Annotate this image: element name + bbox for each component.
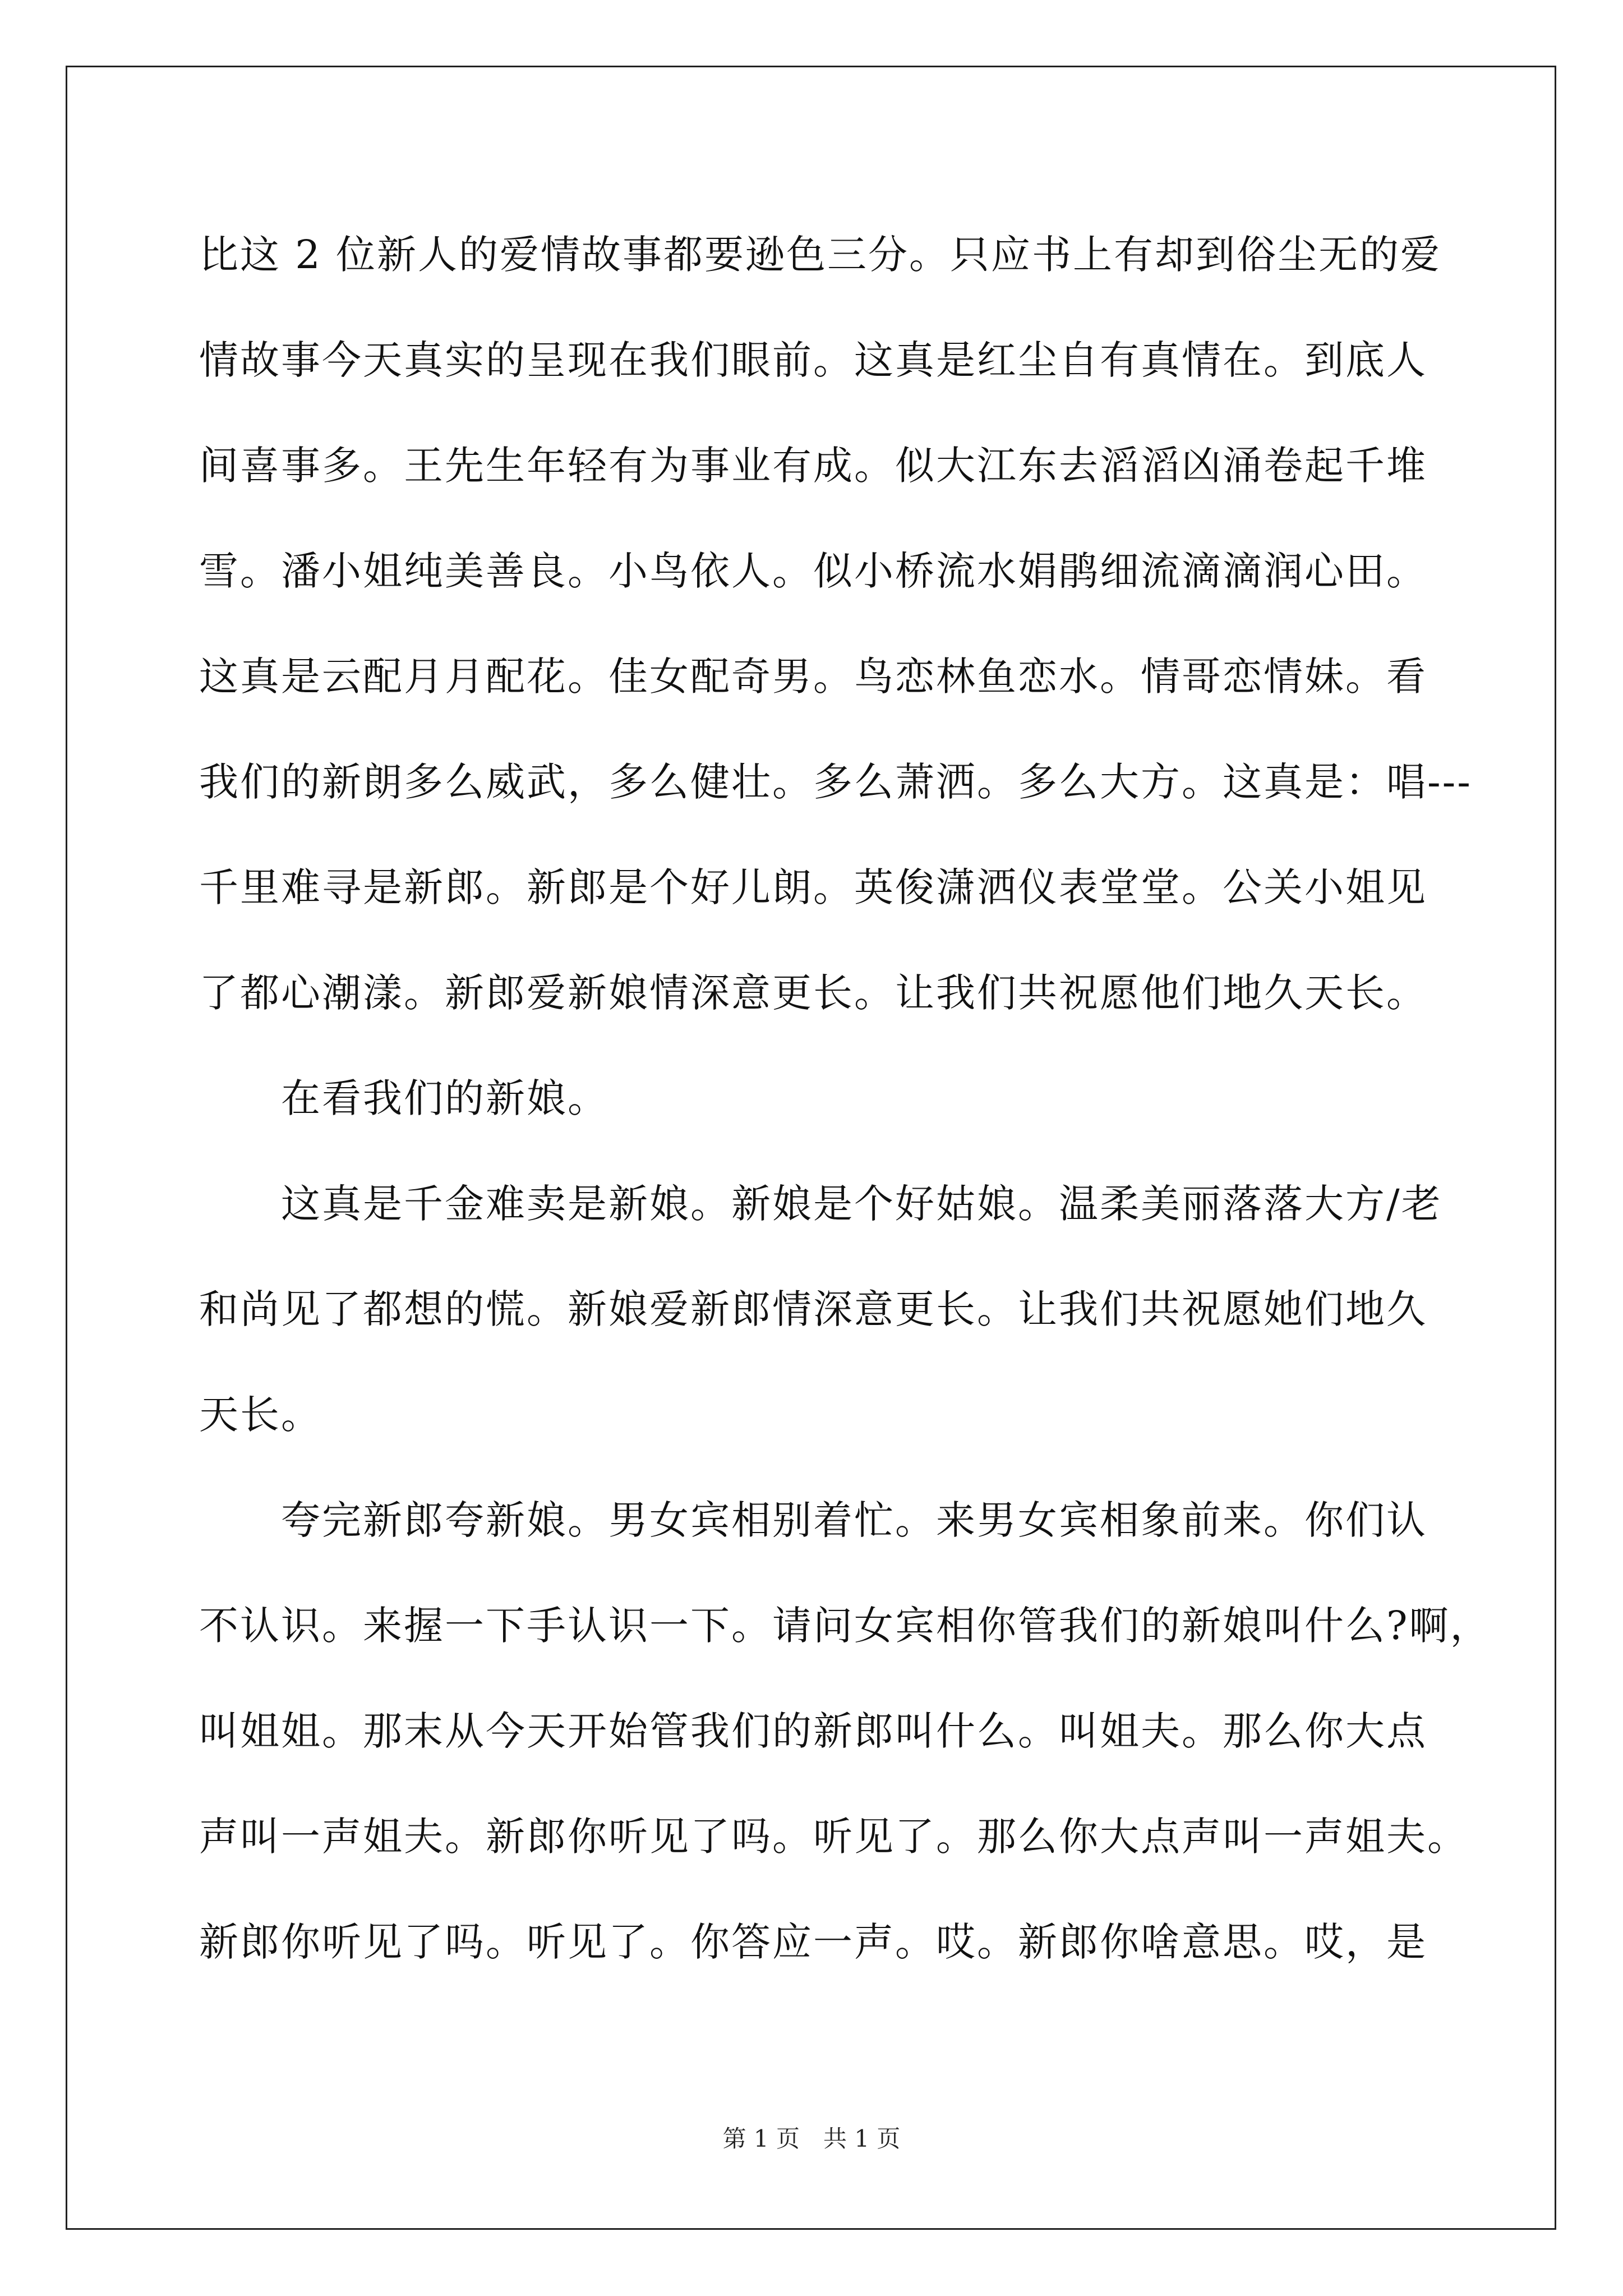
text-line-8: 了都心潮漾。新郎爱新娘情深意更长。让我们共祝愿他们地久天长。 xyxy=(199,970,1427,1016)
text-line-15: 叫姐姐。那末从今天开始管我们的新郎叫什么。叫姐夫。那么你大点 xyxy=(199,1708,1427,1754)
text-line-14: 不认识。来握一下手认识一下。请问女宾相你管我们的新娘叫什么?啊， xyxy=(199,1603,1491,1649)
text-line-4: 雪。潘小姐纯美善良。小鸟依人。似小桥流水娟鹃细流滴滴润心田。 xyxy=(199,548,1427,594)
text-line-3: 间喜事多。王先生年轻有为事业有成。似大江东去滔滔凶涌卷起千堆 xyxy=(199,443,1427,489)
text-line-5: 这真是云配月月配花。佳女配奇男。鸟恋林鱼恋水。情哥恋情妹。看 xyxy=(199,654,1427,700)
document-body xyxy=(199,202,1491,1995)
text-line-11: 和尚见了都想的慌。新娘爱新郎情深意更长。让我们共祝愿她们地久 xyxy=(199,1286,1427,1332)
text-line-17: 新郎你听见了吗。听见了。你答应一声。哎。新郎你啥意思。哎，是 xyxy=(199,1919,1427,1965)
text-line-7: 千里难寻是新郎。新郎是个好儿朗。英俊潇洒仪表堂堂。公关小姐见 xyxy=(199,864,1427,910)
page-number-footer: 第 1 页 共 1 页 xyxy=(722,2125,901,2152)
text-line-12: 天长。 xyxy=(199,1392,322,1438)
text-line-13: 夸完新郎夸新娘。男女宾相别着忙。来男女宾相象前来。你们认 xyxy=(281,1497,1427,1543)
text-line-2: 情故事今天真实的呈现在我们眼前。这真是红尘自有真情在。到底人 xyxy=(199,337,1427,383)
text-line-16: 声叫一声姐夫。新郎你听见了吗。听见了。那么你大点声叫一声姐夫。 xyxy=(199,1814,1468,1860)
text-line-10: 这真是千金难卖是新娘。新娘是个好姑娘。温柔美丽落落大方/老 xyxy=(281,1181,1442,1227)
text-line-6: 我们的新朗多么威武，多么健壮。多么萧洒。多么大方。这真是：唱--- xyxy=(199,759,1472,805)
text-line-1: 比这 2 位新人的爱情故事都要逊色三分。只应书上有却到俗尘无的爱 xyxy=(199,232,1442,278)
text-line-9: 在看我们的新娘。 xyxy=(281,1075,608,1121)
